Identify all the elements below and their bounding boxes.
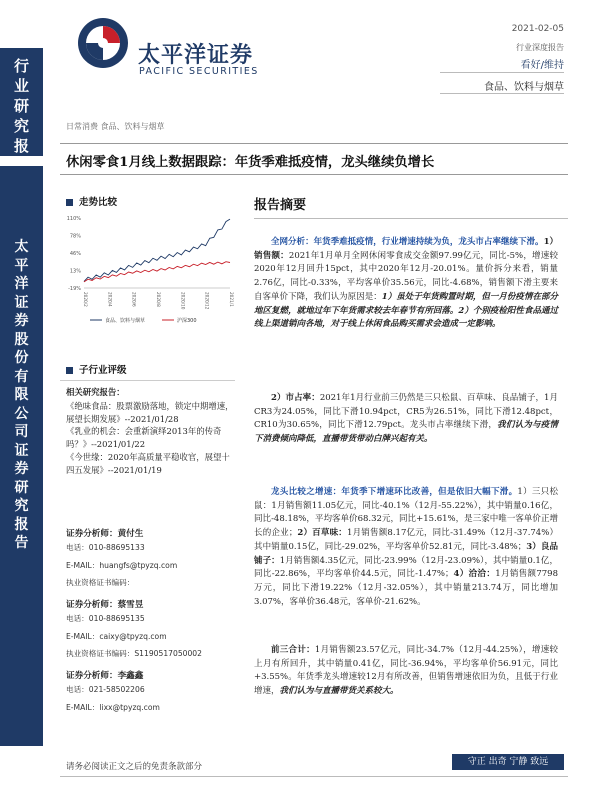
summary-paragraph-4 [254,644,558,699]
y-tick-label: 13% [69,268,81,275]
chart-legend [90,317,197,324]
header-divider-2 [440,93,564,94]
footer-divider [60,776,568,777]
analyst-block [66,598,234,663]
summary-heading: 报告摘要 [254,198,307,213]
para-text: 1月销售额8.17亿元，同比-31.49%（12月-37.74%）其中销量0.15亿，同比-29.02%，平均客单价52.81元，同比-3.48%； [254,528,558,552]
breadcrumb: 日常消费 食品、饮料与烟草 [66,122,165,131]
summary-paragraph-2 [254,392,558,447]
x-tick-label: 2021/1 [229,292,234,307]
x-tick-label: 2020/2 [83,292,88,307]
y-tick-label: 46% [69,251,81,257]
brand-name-en: PACIFIC SECURITIES [139,66,259,77]
para-emphasis: 1）虽处于年货购置时期，但一月份疫情在部分地区复燃，就地过年下年货需求较去年春节有所回落。2）个别疫检阳性食品通过线上渠道销向各地，对于线上休闲食品购买需求会造成一定影响。 [254,291,558,330]
para-label: 2）百草味： [297,528,347,539]
y-tick-label: -19% [68,286,81,292]
side-label-report-type: 行 业 研 究 报 [13,57,29,155]
y-tick-label: 78% [69,233,81,240]
legend-label: 沪深300 [177,318,197,324]
header-divider [440,72,564,73]
x-tick-label: 2020/8 [156,292,161,307]
series-line-1 [84,262,230,282]
square-bullet-icon [66,199,73,206]
report-date: 2021-02-05 [511,24,564,34]
page-title: 休闲零食1月线上数据跟踪：年货季难抵疫情，龙头继续负增长 [66,155,435,170]
report-type: 行业深度报告 [516,43,564,52]
side-bar-top [0,48,43,156]
analyst-email[interactable]: E-MAIL：huangfs@tpyzq.com [66,560,178,570]
para-text: 1月销售额7798万元，同比下滑19.22%（12月-32.05%），其中销量213.74万，同比增加3.07%，客单价36.48元，客单价-21.62%。 [254,569,559,607]
analyst-cert: 执业资格证书编码： [66,578,135,588]
analyst-block [66,669,234,716]
para-text: 1）三只松鼠：1月销售额11.05亿元，同比-40.1%（12月-55.22%），其中销量0.16亿，同比-48.18%，平均客单价68.32元，同比+15.61%，是三家中唯一客单价正增长的企业； [254,487,558,539]
x-tick-label: 2020/4 [107,292,113,307]
x-tick-label: 2020/12 [204,292,210,310]
analyst-phone: 电话：010-88695135 [66,614,145,623]
industry-rating: 看好/维持 [520,60,564,71]
brand-name-cn: 太平洋证券 [138,43,254,68]
legend-label: 食品、饮料与烟草 [105,318,146,324]
para-text: 1月销售额23.57亿元，同比-34.7%（12月-44.25%），增速较上月有所回升，其中销量0.41亿，同比-36.94%，平均客单价56.91元，同比+3.55%。年货季龙头增速较12月有所改善，但销售增速依旧为负，且低于行业增速， [254,645,558,697]
para-label: 前三合计： [271,645,315,655]
related-report-item[interactable]: 《今世缘：2020年高质量平稳收官，展望十四五发展》--2021/01/19 [66,451,230,475]
analyst-name: 证券分析师：李鑫鑫 [66,671,144,681]
footer-disclaimer: 请务必阅读正文之后的免责条款部分 [66,762,203,772]
para-lead: 龙头比较之增速：年货季下增速环比改善，但是依旧大幅下滑。 [271,487,518,497]
summary-paragraph-1 [254,236,558,332]
analyst-cert: 执业资格证书编码：S1190517050002 [66,649,202,659]
para-label: 2）市占率： [271,393,320,403]
analyst-email[interactable]: E-MAIL：caixy@tpyzq.com [66,631,167,641]
para-text: 2021年1月行业前三仍然是三只松鼠、百草味、良品铺子，1月CR3为24.05%，同比下滑10.94pct，CR5为26.51%，同比下滑12.48pct，CR10为30.65%，同比下滑12.79pct。龙头市占率继续下滑， [254,393,559,431]
series-line-0 [84,219,230,281]
trend-heading-label: 走势比较 [79,197,118,208]
para-text: 1月销售额4.35亿元，同比-23.99%（12月-23.09%），其中销量0.1亿，同比-22.86%，平均客单价44.5元，同比-1.47%； [254,555,558,580]
rating-heading-label: 子行业评级 [79,365,127,376]
para-emphasis: 我们认为与疫情下消费倾向降低，直播带货带动白牌兴起有关。 [254,420,558,445]
x-tick-label: 2020/10 [180,292,186,310]
related-reports-list [66,400,234,476]
side-label-company: 太 平 洋 证 券 股 份 有 限 公 司 证 券 研 究 报 告 [14,239,29,551]
company-logo-icon [76,16,130,70]
analyst-name: 证券分析师：黄付生 [66,529,144,539]
analyst-phone: 电话：010-88695133 [66,543,145,552]
trend-heading [66,194,117,208]
para-label: 3）良品铺子： [254,541,558,566]
trend-chart [60,212,235,330]
analyst-block [66,527,234,592]
related-report-item[interactable]: 《绝味食品：股票激励落地，锁定中期增速，展望长期发展》--2021/01/28 [66,401,234,424]
related-report-item[interactable]: 《乳业的机会：会重新演绎2013年的传奇吗？》--2021/01/22 [66,426,222,450]
industry-name: 食品、饮料与烟草 [484,82,564,93]
related-reports-heading: 相关研究报告： [66,387,125,397]
chart-lines [84,219,230,282]
para-lead: 全网分析：年货季难抵疫情，行业增速持续为负，龙头市占率继续下滑。 [271,237,544,247]
para-emphasis: 我们认为与直播带货关系较大。 [279,686,399,697]
side-bar-bottom [0,166,43,746]
summary-paragraph-3 [254,486,558,609]
para-text: 2021年1月单月全网休闲零食成交金额97.99亿元，同比-5%，增速较2020年12月回升15pct，其中2020年12月-20.01%。量价拆分来看，销量2.76亿，同比-0.33%，平均客单价35.56元，同比-4.68%，销售额下滑主要来自客单价下降，我们认为原因是： [254,250,558,302]
footer-motto: 守正 出奇 宁静 致远 [452,754,564,770]
title-divider-top [60,143,568,144]
title-divider-bottom [60,174,568,175]
analyst-name: 证券分析师：蔡雪昱 [66,600,144,610]
summary-divider [254,218,568,219]
sub-industry-rating-heading [66,362,127,376]
y-tick-label: 110% [66,216,81,222]
analyst-email[interactable]: E-MAIL：lixx@tpyzq.com [66,702,160,712]
para-label: 1）销售额： [254,237,558,261]
x-tick-label: 2020/6 [131,292,137,307]
analyst-phone: 电话：021-58502206 [66,685,145,694]
left-divider [60,380,235,381]
square-bullet-icon [66,367,73,374]
para-label: 4）洽洽： [453,569,496,580]
